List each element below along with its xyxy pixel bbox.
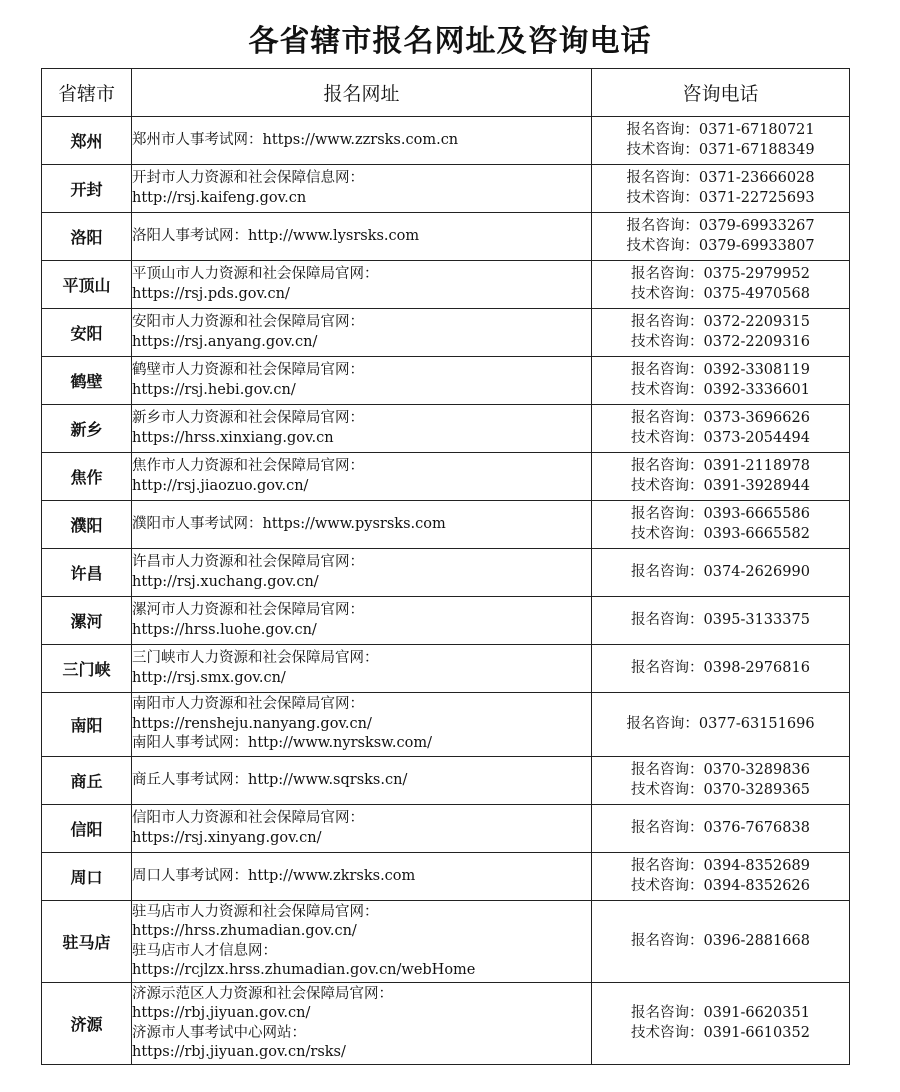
phone-cell <box>592 213 850 261</box>
phone-cell <box>592 693 850 757</box>
phone-line: 报名咨询：0391-2118978 <box>631 458 810 474</box>
phone-line: 技术咨询：0371-22725693 <box>626 189 815 206</box>
website-line[interactable]: 郑州市人事考试网：https://www.zzrsks.com.cn <box>132 131 459 148</box>
website-cell <box>132 549 592 597</box>
table-body <box>42 117 850 1065</box>
website-line[interactable]: 驻马店市人才信息网： <box>132 942 277 959</box>
website-cell <box>132 645 592 693</box>
city-cell: 许昌 <box>42 549 132 597</box>
table-row <box>42 261 850 309</box>
phone-line: 报名咨询：0393-6665586 <box>631 506 810 522</box>
website-line[interactable]: https://hrss.xinxiang.gov.cn <box>132 429 334 446</box>
table-row <box>42 453 850 501</box>
website-cell <box>132 983 592 1065</box>
phone-line: 报名咨询：0379-69933267 <box>626 218 815 234</box>
table-row <box>42 853 850 901</box>
phone-line: 报名咨询：0398-2976816 <box>631 659 810 676</box>
registration-table <box>41 68 850 1065</box>
phone-line: 技术咨询：0372-2209316 <box>631 333 810 350</box>
table-header-row <box>42 69 850 117</box>
city-cell: 新乡 <box>42 405 132 453</box>
table-row <box>42 117 850 165</box>
table-row <box>42 805 850 853</box>
table-row <box>42 693 850 757</box>
phone-line: 报名咨询：0372-2209315 <box>631 314 810 330</box>
phone-cell <box>592 853 850 901</box>
website-line[interactable]: https://rsj.xinyang.gov.cn/ <box>132 829 322 846</box>
phone-line: 报名咨询：0377-63151696 <box>626 715 815 732</box>
website-cell <box>132 453 592 501</box>
phone-line: 报名咨询：0396-2881668 <box>631 932 810 949</box>
phone-line: 技术咨询：0371-67188349 <box>626 141 815 158</box>
phone-line: 报名咨询：0371-67180721 <box>626 122 815 138</box>
phone-line: 技术咨询：0370-3289365 <box>631 781 810 798</box>
phone-cell <box>592 901 850 983</box>
website-line[interactable]: 鹤壁市人力资源和社会保障局官网： <box>132 362 364 378</box>
city-cell: 商丘 <box>42 757 132 805</box>
website-cell <box>132 501 592 549</box>
phone-line: 技术咨询：0393-6665582 <box>631 525 810 542</box>
website-cell <box>132 117 592 165</box>
website-line[interactable]: http://rsj.jiaozuo.gov.cn/ <box>132 477 309 494</box>
phone-line: 报名咨询：0376-7676838 <box>631 819 810 836</box>
header-city: 省辖市 <box>42 69 132 117</box>
city-cell: 漯河 <box>42 597 132 645</box>
phone-line: 报名咨询：0370-3289836 <box>631 762 810 778</box>
city-cell: 洛阳 <box>42 213 132 261</box>
website-line[interactable]: 三门峡市人力资源和社会保障局官网： <box>132 650 379 666</box>
table-row <box>42 549 850 597</box>
phone-cell <box>592 549 850 597</box>
phone-line: 报名咨询：0373-3696626 <box>631 410 810 426</box>
website-line[interactable]: 许昌市人力资源和社会保障局官网： <box>132 554 364 570</box>
website-line[interactable]: 周口人事考试网：http://www.zkrsks.com <box>132 867 416 884</box>
website-cell <box>132 757 592 805</box>
website-line[interactable]: 济源市人事考试中心网站： <box>132 1024 306 1041</box>
phone-line: 报名咨询：0375-2979952 <box>631 266 810 282</box>
phone-cell <box>592 165 850 213</box>
website-line[interactable]: 漯河市人力资源和社会保障局官网： <box>132 602 364 618</box>
table-row <box>42 213 850 261</box>
website-line[interactable]: 济源示范区人力资源和社会保障局官网： <box>132 985 393 1002</box>
city-cell: 鹤壁 <box>42 357 132 405</box>
website-line[interactable]: 焦作市人力资源和社会保障局官网： <box>132 458 364 474</box>
phone-cell <box>592 453 850 501</box>
phone-cell <box>592 645 850 693</box>
phone-cell <box>592 405 850 453</box>
city-cell: 安阳 <box>42 309 132 357</box>
phone-cell <box>592 501 850 549</box>
phone-line: 报名咨询：0392-3308119 <box>631 362 810 378</box>
table-row <box>42 165 850 213</box>
website-line[interactable]: http://rsj.xuchang.gov.cn/ <box>132 573 319 590</box>
website-line[interactable]: https://rsj.hebi.gov.cn/ <box>132 381 296 398</box>
table-row <box>42 645 850 693</box>
website-line[interactable]: 开封市人力资源和社会保障信息网： <box>132 170 364 186</box>
city-cell: 济源 <box>42 983 132 1065</box>
website-line[interactable]: https://hrss.zhumadian.gov.cn/ <box>132 923 357 939</box>
phone-line: 报名咨询：0374-2626990 <box>631 563 810 580</box>
website-line[interactable]: https://rbj.jiyuan.gov.cn/ <box>132 1005 311 1021</box>
page-title: 各省辖市报名网址及咨询电话 <box>248 24 652 59</box>
website-line[interactable]: 商丘人事考试网：http://www.sqrsks.cn/ <box>132 771 408 788</box>
website-line[interactable]: https://hrss.luohe.gov.cn/ <box>132 621 317 638</box>
table-row <box>42 901 850 983</box>
website-line[interactable]: 新乡市人力资源和社会保障局官网： <box>132 410 364 426</box>
website-line[interactable]: 濮阳市人事考试网：https://www.pysrsks.com <box>132 515 446 532</box>
website-cell <box>132 357 592 405</box>
city-cell: 三门峡 <box>42 645 132 693</box>
phone-cell <box>592 309 850 357</box>
phone-cell <box>592 261 850 309</box>
phone-line: 技术咨询：0391-6610352 <box>631 1024 810 1041</box>
website-line[interactable]: 南阳人事考试网：http://www.nyrsksw.com/ <box>132 735 432 752</box>
website-line[interactable]: https://rcjlzx.hrss.zhumadian.gov.cn/webHome <box>132 962 476 978</box>
phone-cell <box>592 357 850 405</box>
phone-line: 技术咨询：0392-3336601 <box>631 381 810 398</box>
phone-line: 技术咨询：0375-4970568 <box>631 285 810 302</box>
website-line[interactable]: http://rsj.kaifeng.gov.cn <box>132 189 307 206</box>
header-website: 报名网址 <box>132 69 592 117</box>
header-phone: 咨询电话 <box>592 69 850 117</box>
city-cell: 周口 <box>42 853 132 901</box>
table-row <box>42 405 850 453</box>
table-row <box>42 757 850 805</box>
phone-line: 报名咨询：0371-23666028 <box>626 170 815 186</box>
phone-line: 报名咨询：0394-8352689 <box>631 858 810 874</box>
phone-cell <box>592 983 850 1065</box>
city-cell: 开封 <box>42 165 132 213</box>
city-cell: 驻马店 <box>42 901 132 983</box>
phone-line: 技术咨询：0379-69933807 <box>626 237 815 254</box>
website-cell <box>132 405 592 453</box>
website-cell <box>132 853 592 901</box>
website-cell <box>132 213 592 261</box>
city-cell: 濮阳 <box>42 501 132 549</box>
website-line[interactable]: https://rsj.pds.gov.cn/ <box>132 285 290 302</box>
phone-cell <box>592 757 850 805</box>
website-line[interactable]: https://rensheju.nanyang.gov.cn/ <box>132 715 372 732</box>
city-cell: 南阳 <box>42 693 132 757</box>
table-row <box>42 357 850 405</box>
website-line[interactable]: 驻马店市人力资源和社会保障局官网： <box>132 903 379 920</box>
website-line[interactable]: 安阳市人力资源和社会保障局官网： <box>132 314 364 330</box>
phone-line: 技术咨询：0391-3928944 <box>631 477 810 494</box>
phone-line: 报名咨询：0391-6620351 <box>631 1005 810 1021</box>
table-row <box>42 501 850 549</box>
website-line[interactable]: 洛阳人事考试网：http://www.lysrsks.com <box>132 227 420 244</box>
phone-cell <box>592 597 850 645</box>
table-row <box>42 309 850 357</box>
website-cell <box>132 309 592 357</box>
website-cell <box>132 261 592 309</box>
table-row <box>42 983 850 1065</box>
city-cell: 郑州 <box>42 117 132 165</box>
website-cell <box>132 693 592 757</box>
table-row <box>42 597 850 645</box>
phone-line: 技术咨询：0394-8352626 <box>631 877 810 894</box>
website-line[interactable]: http://rsj.smx.gov.cn/ <box>132 669 286 686</box>
city-cell: 平顶山 <box>42 261 132 309</box>
city-cell: 信阳 <box>42 805 132 853</box>
website-line[interactable]: 信阳市人力资源和社会保障局官网： <box>132 810 364 826</box>
city-cell: 焦作 <box>42 453 132 501</box>
phone-line: 技术咨询：0373-2054494 <box>631 429 810 446</box>
phone-cell <box>592 117 850 165</box>
phone-cell <box>592 805 850 853</box>
website-cell <box>132 165 592 213</box>
website-cell <box>132 597 592 645</box>
website-line[interactable]: https://rbj.jiyuan.gov.cn/rsks/ <box>132 1044 346 1060</box>
website-line[interactable]: 平顶山市人力资源和社会保障局官网： <box>132 266 379 282</box>
phone-line: 报名咨询：0395-3133375 <box>631 611 810 628</box>
website-line[interactable]: https://rsj.anyang.gov.cn/ <box>132 333 318 350</box>
website-cell <box>132 901 592 983</box>
website-cell <box>132 805 592 853</box>
website-line[interactable]: 南阳市人力资源和社会保障局官网： <box>132 696 364 713</box>
